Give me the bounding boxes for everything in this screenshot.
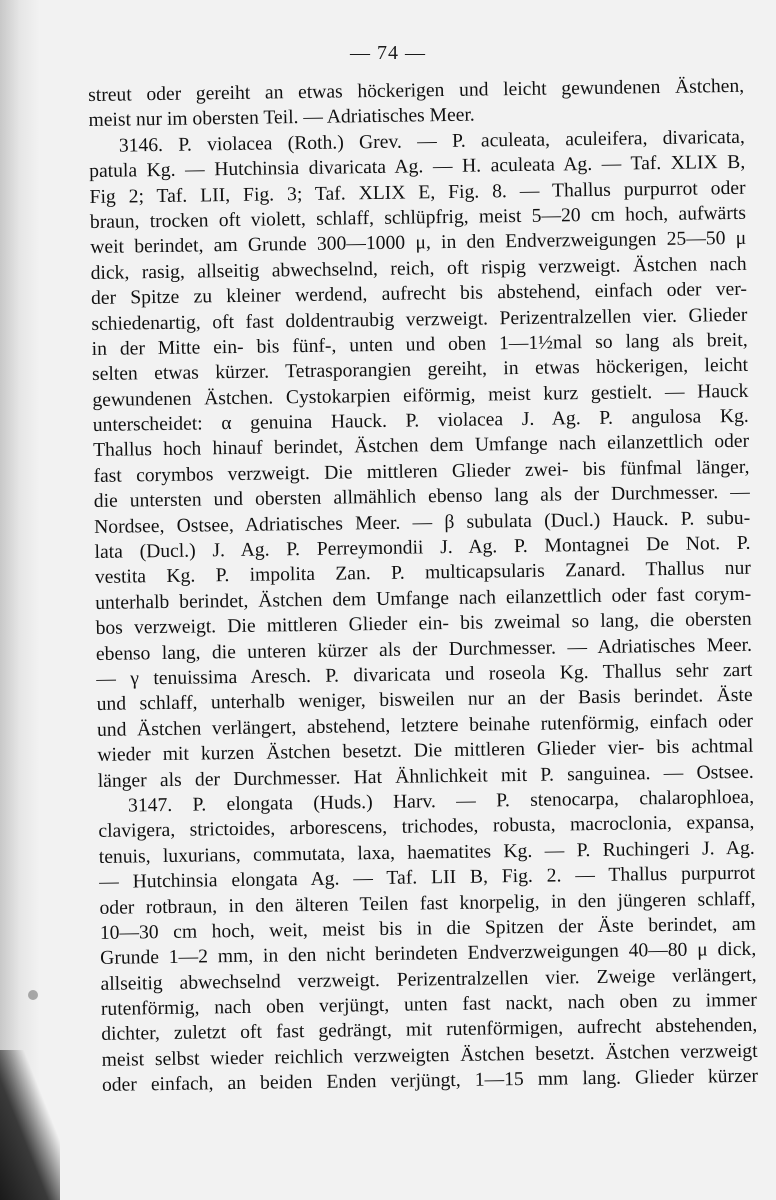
text-line: meist nur im obersten Teil. — Adriatisches Meer. [88, 104, 475, 132]
text-line: vestita Kg. P. impolita Zan. P. multicapsularis Zanard. Thallus nur [94, 558, 751, 589]
text-line: braun, trocken oft violett, schlaff, schlüpfrig, meist 5—20 cm hoch, aufwärts [89, 202, 747, 233]
text-line: unterscheidet: α genuina Hauck. P. violacea J. Ag. P. angulosa Kg. [92, 405, 749, 437]
text-line: der Spitze zu kleiner werdend, aufrecht bis abstehend, einfach oder ver- [90, 278, 748, 310]
text-line: rutenförmig, nach oben verjüngt, unten fast nackt, nach oben zu immer [100, 989, 758, 1020]
text-line: unterhalb berindet, Ästchen dem Umfange nach eilanzettlich oder fast corym- [95, 583, 752, 614]
text-line: und Ästchen verlängert, abstehend, letztere beinahe rutenförmig, einfach oder [96, 710, 754, 741]
text-line: lata (Ducl.) J. Ag. P. Perreymondii J. Ag. P. Montagnei De Not. P. [94, 532, 751, 563]
text-line: allseitig abwechselnd verzweigt. Perizentralzellen vier. Zweige verlängert, [100, 964, 757, 995]
text-line: — Hutchinsia elongata Ag. — Taf. LII B, Fig. 2. — Thallus purpurrot [99, 862, 756, 894]
text-line: Thallus hoch hinauf berindet, Ästchen dem Umfange nach eilanzettlich oder [92, 431, 750, 462]
text-line: patula Kg. — Hutchinsia divaricata Ag. — H. aculeata Ag. — Taf. XLIX B, [89, 152, 746, 183]
text-line: clavigera, strictoides, arborescens, trichodes, robusta, macroclonia, expansa, [98, 812, 755, 843]
text-line: länger als der Durchmesser. Hat Ähnlichkeit mit P. sanguinea. — Ostsee. [97, 761, 754, 792]
entry-heading-line: 3147. P. elongata (Huds.) Harv. — P. stenocarpa, chalarophloea, [127, 786, 755, 817]
text-line: tenuis, luxurians, commutata, laxa, haematites Kg. — P. Ruchingeri J. Ag. [98, 837, 755, 868]
text-line: — γ tenuissima Aresch. P. divaricata und roseola Kg. Thallus sehr zart [96, 659, 753, 690]
text-line: Fig 2; Taf. LII, Fig. 3; Taf. XLIX E, Fig. 8. — Thallus purpurrot oder [89, 177, 746, 208]
text-line: fast corymbos verzweigt. Die mittleren Glieder zwei- bis fünfmal länger, [93, 456, 750, 487]
entry-heading-line: 3146. P. violacea (Roth.) Grev. — P. aculeata, aculeifera, divaricata, [118, 126, 745, 157]
text-line: dick, rasig, allseitig abwechselnd, reich, oft rispig verzweigt. Ästchen nach [90, 253, 747, 284]
text-line: die untersten und obersten allmählich ebenso lang als der Durchmesser. — [93, 482, 750, 513]
text-line: meist selbst wieder reichlich verzweigten Ästchen besetzt. Ästchen verzweigt [101, 1040, 758, 1071]
text-line: schiedenartig, oft fast doldentraubig verzweigt. Perizentralzellen vier. Glieder [91, 304, 748, 335]
spine-shadow [0, 0, 40, 1200]
text-line: und schlaff, unterhalb weniger, bisweilen nur an der Basis berindet. Äste [96, 685, 753, 716]
corner-shadow [0, 1050, 60, 1200]
ink-speck [28, 990, 38, 1000]
text-line: oder einfach, an beiden Enden verjüngt, 1—15 mm lang. Glieder kürzer [101, 1065, 759, 1097]
text-line: selten etwas kürzer. Tetrasporangien gereiht, in etwas höckerigen, leicht [91, 355, 749, 386]
text-line: 10—30 cm hoch, weit, meist bis in die Spitzen der Äste berindet, am [99, 913, 756, 944]
text-line: oder rotbraun, in den älteren Teilen fast knorpelig, in den jüngeren schlaff, [99, 888, 756, 919]
text-line: ebenso lang, die unteren kürzer als der Durchmesser. — Adriatisches Meer. [95, 634, 753, 665]
page-number: — 74 — [350, 42, 426, 64]
text-line: Grunde 1—2 mm, in den nicht berindeten Endverzweigungen 40—80 μ dick, [100, 939, 757, 970]
text-line: in der Mitte ein- bis fünf-, unten und oben 1—1½mal so lang als breit, [91, 329, 748, 360]
text-line: bos verzweigt. Die mittleren Glieder ein- bis zweimal so lang, die obersten [95, 608, 752, 640]
text-line: wieder mit kurzen Ästchen besetzt. Die mittleren Glieder vier- bis achtmal [97, 735, 754, 767]
text-line: weit berindet, am Grunde 300—1000 μ, in den Endverzweigungen 25—50 μ [90, 228, 747, 259]
body-text [88, 74, 758, 1099]
text-line: Nordsee, Ostsee, Adriatisches Meer. — β subulata (Ducl.) Hauck. P. subu- [94, 507, 751, 538]
text-line: dichter, zuletzt oft fast gedrängt, mit rutenförmigen, aufrecht abstehenden, [101, 1015, 758, 1046]
text-line: streut oder gereiht an etwas höckerigen und leicht gewundenen Ästchen, [88, 75, 745, 106]
text-line: gewundenen Ästchen. Cystokarpien eiförmig, meist kurz gestielt. — Hauck [92, 380, 749, 411]
